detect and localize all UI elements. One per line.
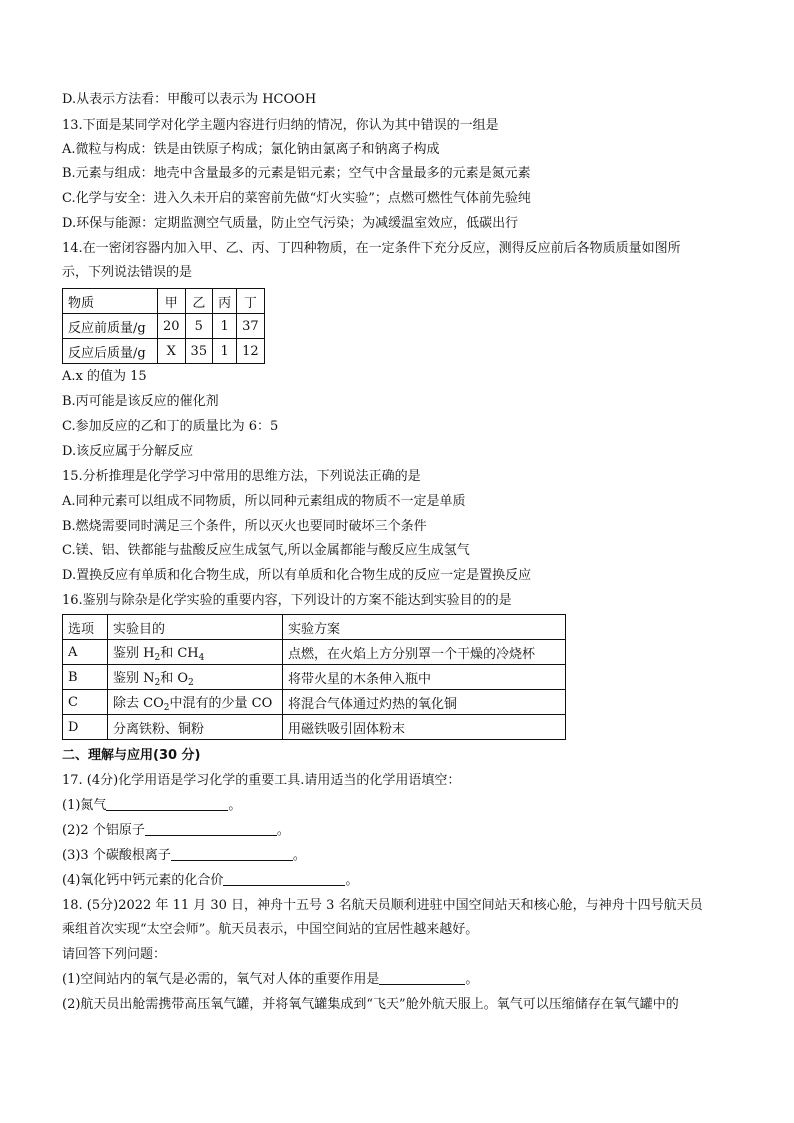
q15-option-d: D.置换反应有单质和化合物生成，所以有单质和化合物生成的反应一定是置换反应 <box>62 568 532 583</box>
table-cell: X <box>158 339 186 364</box>
q17-item-3: (3)3 个碳酸根离子 。 <box>62 848 306 863</box>
q18-stem-line1: 18. (5分)2022 年 11 月 30 日，神舟十五号 3 名航天员顺利进驻中国空间站天和核心舱，与神舟十四号航天员 <box>62 898 703 913</box>
q14-stem-line2: 示，下列说法错误的是 <box>62 265 193 280</box>
table-cell: C <box>63 690 108 715</box>
table-cell: D <box>63 715 108 740</box>
table-cell: 20 <box>158 314 186 339</box>
q18-stem-line2: 乘组首次实现“太空会师”。航天员表示，中国空间站的宜居性越来越好。 <box>62 922 479 937</box>
table-cell: 实验方案 <box>283 615 566 640</box>
q13-stem: 13.下面是某同学对化学主题内容进行归纳的情况，你认为其中错误的一组是 <box>62 118 499 133</box>
q14-option-a: A.x 的值为 15 <box>62 369 147 384</box>
q16-experiment-table <box>62 614 566 740</box>
q13-option-a: A.微粒与构成：铁是由铁原子构成；氯化钠由氯离子和钠离子构成 <box>62 142 440 157</box>
table-cell: 分离铁粉、铜粉 <box>108 715 283 740</box>
table-row <box>63 690 566 715</box>
table-cell: 乙 <box>185 289 213 314</box>
q13-option-b: B.元素与组成：地壳中含量最多的元素是铝元素；空气中含量最多的元素是氮元素 <box>62 166 531 181</box>
table-cell: 反应后质量/g <box>63 339 158 364</box>
answer-blank[interactable] <box>171 847 293 861</box>
table-cell: 5 <box>185 314 213 339</box>
table-cell: 除去 $CO_2$中混有的少量 CO <box>108 690 283 715</box>
q18-item-1: (1)空间站内的氧气是必需的，氧气对人体的重要作用是 。 <box>62 972 479 987</box>
table-cell: 1 <box>213 339 237 364</box>
table-cell: 将混合气体通过灼热的氧化铜 <box>283 690 566 715</box>
table-row <box>63 339 265 364</box>
table-row <box>63 665 566 690</box>
q18-prompt: 请回答下列问题： <box>62 947 167 962</box>
table-cell: 丁 <box>237 289 265 314</box>
q17-item-4: (4)氧化钙中钙元素的化合价 。 <box>62 873 359 888</box>
q14-option-b: B.丙可能是该反应的催化剂 <box>62 394 219 409</box>
table-cell: 将带火星的木条伸入瓶中 <box>283 665 566 690</box>
q15-stem: 15.分析推理是化学学习中常用的思维方法，下列说法正确的是 <box>62 469 421 484</box>
q15-option-c: C.镁、铝、铁都能与盐酸反应生成氢气,所以金属都能与酸反应生成氢气 <box>62 543 470 558</box>
table-cell: 实验目的 <box>108 615 283 640</box>
table-cell: 37 <box>237 314 265 339</box>
q15-option-a: A.同种元素可以组成不同物质，所以同种元素组成的物质不一定是单质 <box>62 494 466 509</box>
table-row <box>63 640 566 665</box>
table-header-row <box>63 289 265 314</box>
table-cell: B <box>63 665 108 690</box>
table-cell: 丙 <box>213 289 237 314</box>
table-header-row <box>63 615 566 640</box>
q17-stem: 17. (4分)化学用语是学习化学的重要工具.请用适当的化学用语填空： <box>62 773 461 788</box>
q16-stem: 16.鉴别与除杂是化学实验的重要内容，下列设计的方案不能达到实验目的的是 <box>62 593 512 608</box>
table-cell: 反应前质量/g <box>63 314 158 339</box>
table-cell: 12 <box>237 339 265 364</box>
q18-item-2: (2)航天员出舱需携带高压氧气罐，并将氧气罐集成到“飞天”舱外航天服上。氧气可以压缩储存在氧气罐中的 <box>62 997 679 1012</box>
answer-blank[interactable] <box>379 971 465 985</box>
section-heading: 二、理解与应用(30 分) <box>62 748 201 763</box>
answer-blank[interactable] <box>106 797 228 811</box>
q17-item-1: (1)氮气 。 <box>62 798 242 813</box>
q14-stem-line1: 14.在一密闭容器内加入甲、乙、丙、丁四种物质，在一定条件下充分反应，测得反应前后各物质质量如图所 <box>62 241 681 256</box>
table-cell: 点燃，在火焰上方分别罩一个干燥的冷烧杯 <box>283 640 566 665</box>
answer-blank[interactable] <box>223 872 345 886</box>
table-cell: 鉴别 $H_2$和 $CH_4$ <box>108 640 283 665</box>
answer-blank[interactable] <box>145 822 277 836</box>
table-cell: 物质 <box>63 289 158 314</box>
table-cell: 1 <box>213 314 237 339</box>
q14-mass-table <box>62 288 265 364</box>
q12-option-d: D.从表示方法看：甲酸可以表示为 HCOOH <box>62 92 317 107</box>
table-cell: A <box>63 640 108 665</box>
table-cell: 选项 <box>63 615 108 640</box>
table-cell: 35 <box>185 339 213 364</box>
q17-item-2: (2)2 个铝原子 。 <box>62 823 290 838</box>
q13-option-c: C.化学与安全：进入久未开启的菜窖前先做“灯火实验”；点燃可燃性气体前先验纯 <box>62 191 531 206</box>
q14-option-d: D.该反应属于分解反应 <box>62 444 194 459</box>
table-row <box>63 314 265 339</box>
q14-option-c: C.参加反应的乙和丁的质量比为 6：5 <box>62 419 279 434</box>
q13-option-d: D.环保与能源：定期监测空气质量，防止空气污染；为减缓温室效应，低碳出行 <box>62 216 519 231</box>
q15-option-b: B.燃烧需要同时满足三个条件，所以灭火也要同时破坏三个条件 <box>62 519 427 534</box>
table-row <box>63 715 566 740</box>
table-cell: 鉴别 $N_2$和 $O_2$ <box>108 665 283 690</box>
table-cell: 用磁铁吸引固体粉末 <box>283 715 566 740</box>
table-cell: 甲 <box>158 289 186 314</box>
